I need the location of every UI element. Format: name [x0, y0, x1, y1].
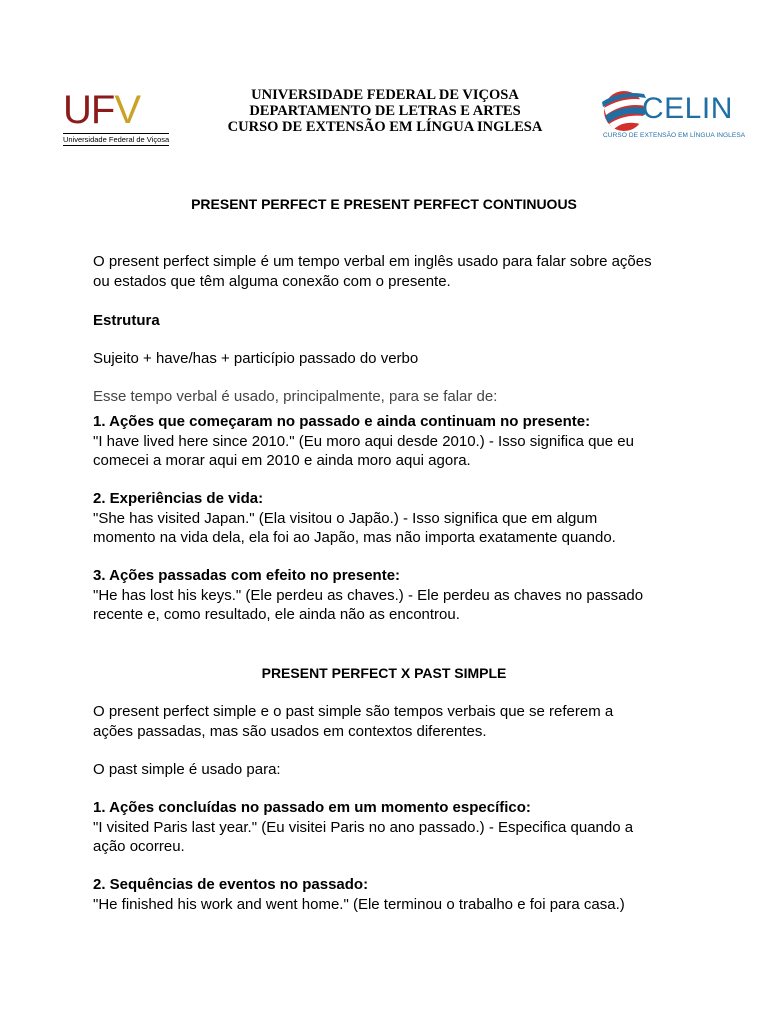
celin-caption: CURSO DE EXTENSÃO EM LÍNGUA INGLESA — [603, 132, 746, 139]
section1-title: PRESENT PERFECT E PRESENT PERFECT CONTINUOUS — [191, 196, 577, 212]
ufv-logo — [63, 90, 169, 146]
past-simple-lead: O past simple é usado para: — [93, 761, 281, 778]
ufv-logo-caption: Universidade Federal de Viçosa — [63, 135, 170, 144]
ufv-logo-v: V — [114, 88, 141, 132]
past-item-heading: 1. Ações concluídas no passado em um momento específico: — [93, 799, 531, 816]
usage-item-line: "He has lost his keys." (Ele perdeu as chaves.) - Ele perdeu as chaves no passado — [93, 586, 644, 604]
usage-item-line: momento na vida dela, ela foi ao Japão, mas não importa exatamente quando. — [93, 529, 616, 546]
section1-intro — [93, 252, 693, 291]
past-item-heading: 2. Sequências de eventos no passado: — [93, 876, 369, 893]
ufv-logo-u: U — [63, 88, 91, 132]
past-item-1 — [93, 798, 693, 857]
section1-intro-line1: O present perfect simple é um tempo verbal em inglês usado para falar sobre ações — [93, 253, 652, 270]
section2-intro-line1: O present perfect simple e o past simple são tempos verbais que se referem a — [93, 703, 614, 720]
usage-item-2 — [93, 489, 693, 548]
celin-globe-icon — [600, 88, 648, 134]
section2-intro-line2: ações passadas, mas são usados em contextos diferentes. — [93, 722, 487, 740]
section2-intro — [93, 702, 693, 741]
usage-item-line: "She has visited Japan." (Ela visitou o Japão.) - Isso significa que em algum — [93, 509, 598, 527]
ufv-logo-f: F — [90, 88, 115, 132]
usage-item-heading: 2. Experiências de vida: — [93, 490, 264, 507]
usage-item-1 — [93, 412, 693, 471]
usage-item-line: recente e, como resultado, ele ainda não as encontrou. — [93, 606, 460, 623]
estrutura-formula: Sujeito + have/has + particípio passado do verbo — [93, 350, 419, 367]
ufv-logo-letters — [63, 90, 169, 130]
usage-lead: Esse tempo verbal é usado, principalmente, para se falar de: — [93, 388, 498, 405]
past-item-2 — [93, 875, 693, 914]
institution-line-department: DEPARTAMENTO DE LETRAS E ARTES — [249, 103, 521, 119]
usage-item-3 — [93, 566, 693, 625]
estrutura-heading: Estrutura — [93, 312, 160, 329]
institution-line-university: UNIVERSIDADE FEDERAL DE VIÇOSA — [251, 87, 519, 103]
usage-item-heading: 1. Ações que começaram no passado e ainda continuam no presente: — [93, 413, 591, 430]
institution-heading — [190, 87, 580, 135]
celin-name: CELIN — [642, 92, 733, 125]
ufv-logo-rule-bottom — [63, 145, 169, 146]
section1-intro-line2: ou estados que têm alguma conexão com o presente. — [93, 272, 451, 290]
past-item-line: "I visited Paris last year." (Eu visitei Paris no ano passado.) - Especifica quando a — [93, 818, 634, 836]
usage-item-heading: 3. Ações passadas com efeito no presente: — [93, 567, 401, 584]
past-item-line: "He finished his work and went home." (Ele terminou o trabalho e foi para casa.) — [93, 895, 625, 913]
section2-title: PRESENT PERFECT X PAST SIMPLE — [261, 665, 507, 681]
past-item-line: ação ocorreu. — [93, 838, 185, 855]
usage-item-line: comecei a morar aqui em 2010 e ainda moro aqui agora. — [93, 452, 471, 469]
usage-item-line: "I have lived here since 2010." (Eu moro aqui desde 2010.) - Isso significa que eu — [93, 432, 634, 450]
institution-line-course: CURSO DE EXTENSÃO EM LÍNGUA INGLESA — [227, 119, 543, 135]
celin-logo — [600, 86, 746, 146]
